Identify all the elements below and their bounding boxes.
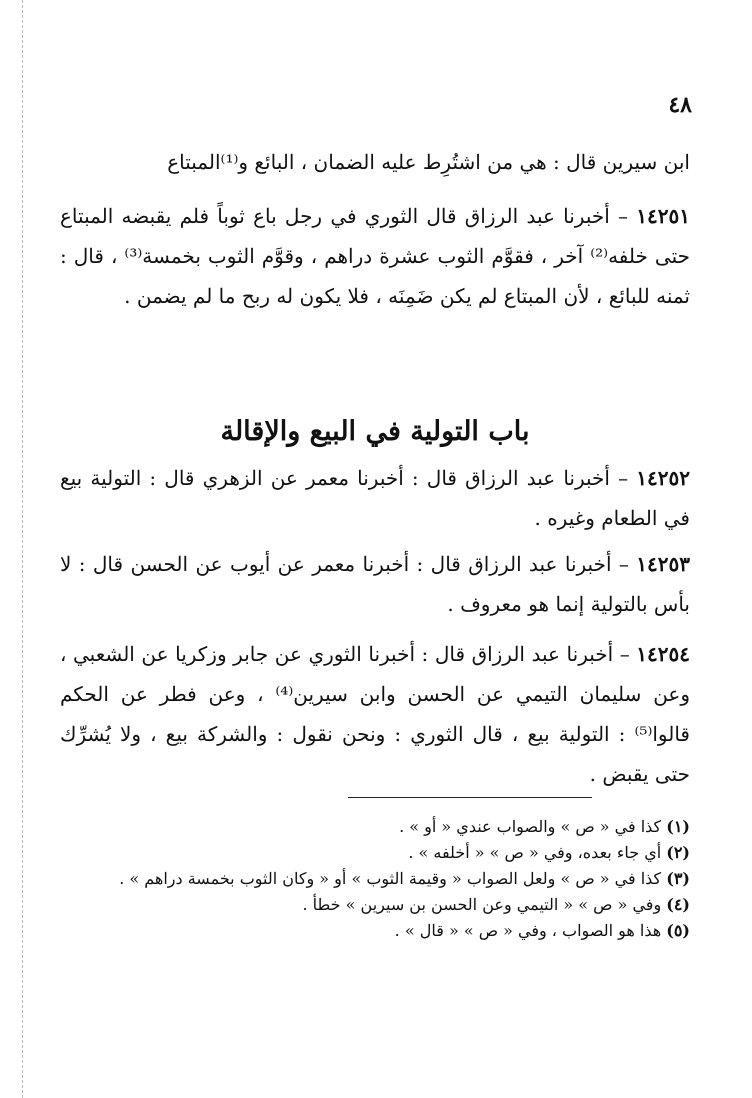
margin-rule bbox=[22, 0, 23, 1098]
chapter-heading: باب التولية في البيع والإقالة bbox=[220, 416, 530, 447]
footnote-mark: (١) bbox=[666, 817, 690, 836]
entry-text: – أخبرنا عبد الرزاق قال الثوري في رجل باع ثوباً فلم يقبضه المبتاع حتى خلفه⁽²⁾ آخر ، فقوَّم الثوب عشرة دراهم ، وقوَّم الثوب بخمسة⁽³⁾ ، قال : ثمنه للبائع ، لأن المبتاع لم يكن ضَمِنَه ، فلا يكون له ربح ما لم يضمن . bbox=[60, 204, 690, 308]
footnote-mark: (٤) bbox=[666, 895, 690, 914]
footnote bbox=[60, 840, 690, 866]
footnote-text: هذا هو الصواب ، وفي « ص » « قال » . bbox=[394, 921, 667, 940]
footnote-text: كذا في « ص » ولعل الصواب « وقيمة الثوب » أو « وكان الثوب بخمسة دراهم » . bbox=[119, 869, 667, 888]
footnote-divider bbox=[348, 797, 592, 798]
entry-14251 bbox=[60, 196, 690, 316]
entry-number: ١٤٢٥١ bbox=[636, 204, 690, 228]
entry-number: ١٤٢٥٢ bbox=[636, 466, 690, 490]
footnotes bbox=[60, 814, 690, 944]
entry-number: ١٤٢٥٤ bbox=[636, 642, 690, 666]
footnote-mark: (٥) bbox=[666, 921, 690, 940]
footnote-mark: (٣) bbox=[666, 869, 690, 888]
footnote-text: أي جاء بعده، وفي « ص » « أخلفه » . bbox=[408, 843, 667, 862]
footnote-mark: (٢) bbox=[666, 843, 690, 862]
page-number: ٤٨ bbox=[668, 92, 692, 118]
footnote bbox=[60, 918, 690, 944]
entry-14252 bbox=[60, 458, 690, 538]
footnote bbox=[60, 892, 690, 918]
entry-text: – أخبرنا عبد الرزاق قال : أخبرنا الثوري عن جابر وزكريا عن الشعبي ، وعن سليمان التيمي عن الحسن وابن سيرين⁽⁴⁾ ، وعن فطر عن الحكم قالوا⁽⁵⁾ : التولية بيع ، قال الثوري : ونحن نقول : والشركة بيع ، ولا يُشرِّك حتى يقبض . bbox=[60, 642, 691, 786]
footnote bbox=[60, 814, 690, 840]
entry-text: – أخبرنا عبد الرزاق قال : أخبرنا معمر عن أيوب عن الحسن قال : لا بأس بالتولية إنما هو معروف . bbox=[60, 552, 690, 616]
continuation-paragraph: ابن سيرين قال : هي من اشتُرِط عليه الضمان ، البائع و⁽¹⁾المبتاع bbox=[167, 150, 690, 174]
footnote-text: كذا في « ص » والصواب عندي « أو » . bbox=[399, 817, 667, 836]
entry-14254 bbox=[60, 634, 690, 794]
entry-number: ١٤٢٥٣ bbox=[636, 552, 690, 576]
entry-14253 bbox=[60, 544, 690, 624]
entry-text: – أخبرنا عبد الرزاق قال : أخبرنا معمر عن الزهري قال : التولية بيع في الطعام وغيره . bbox=[60, 466, 690, 530]
footnote bbox=[60, 866, 690, 892]
footnote-text: وفي « ص » « التيمي وعن الحسن بن سيرين » خطأ . bbox=[302, 895, 667, 914]
